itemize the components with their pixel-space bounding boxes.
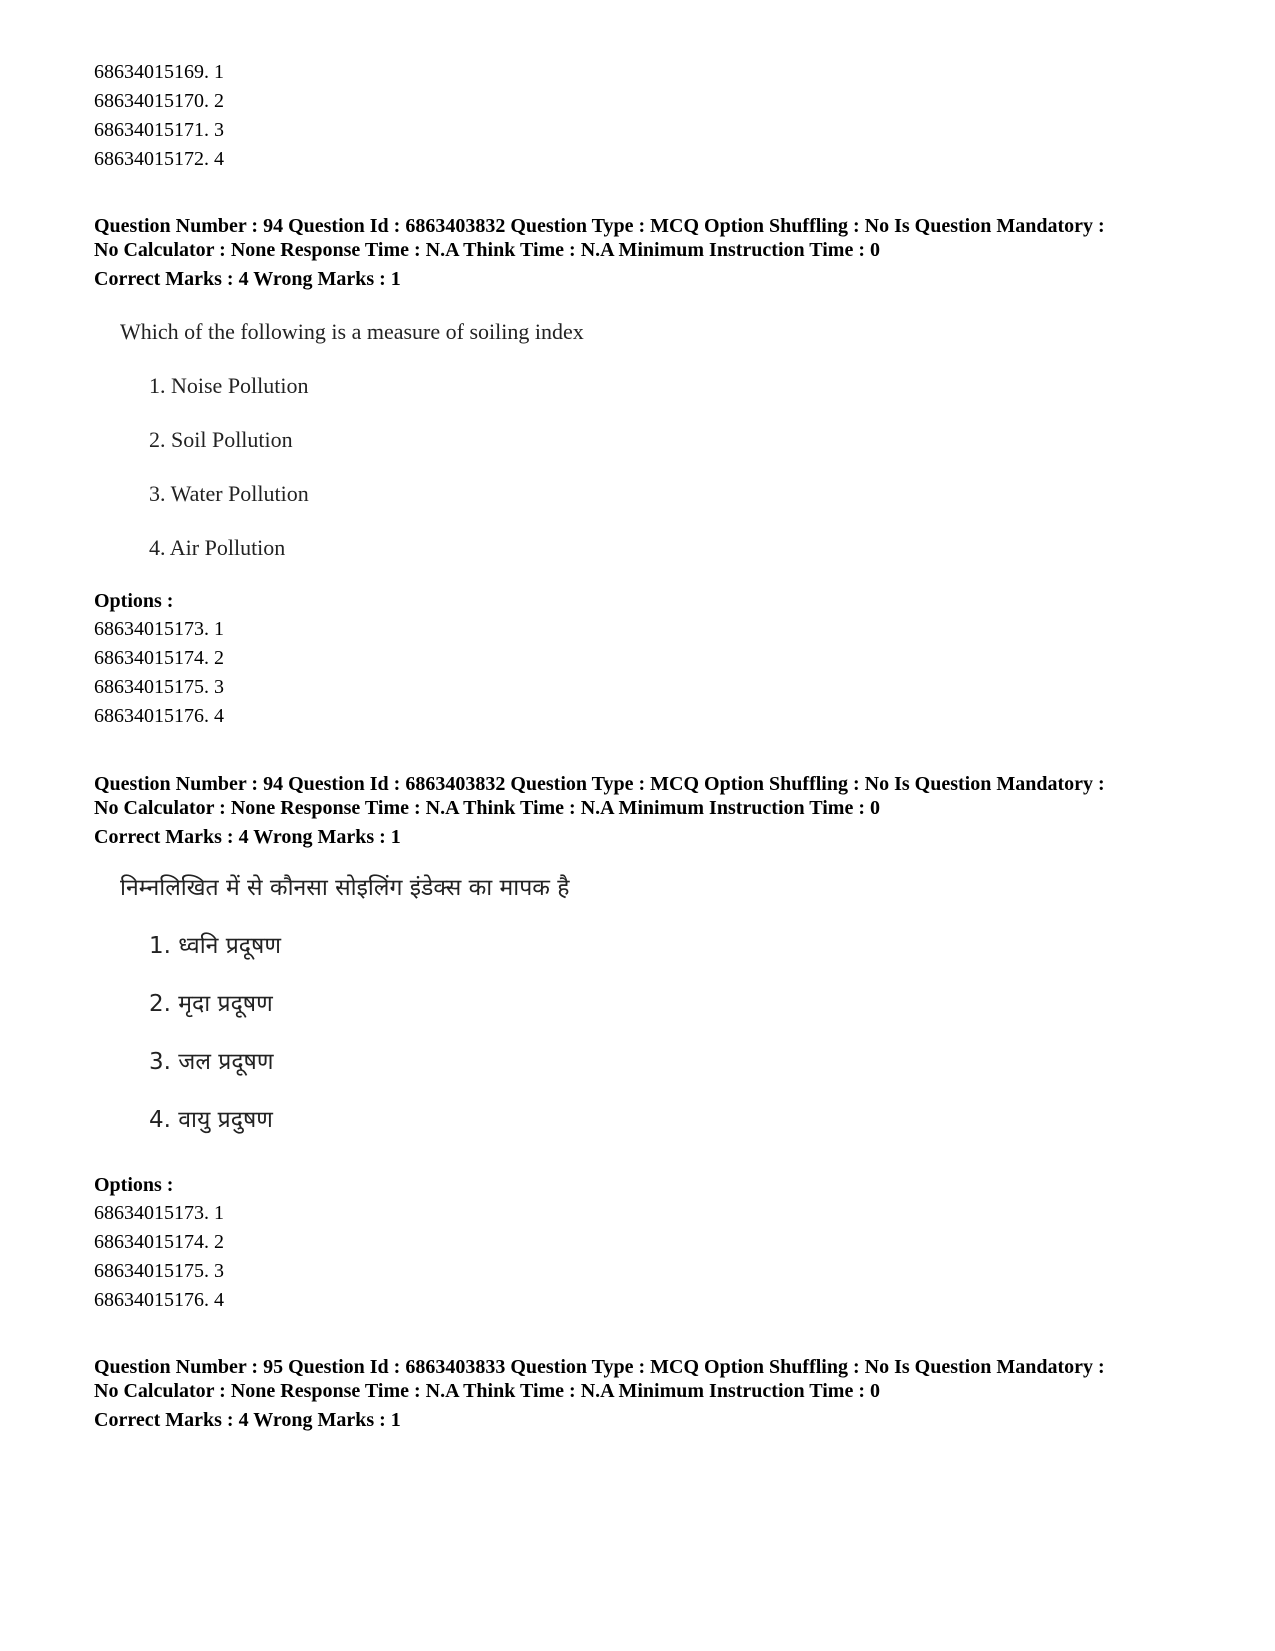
question-header-line1: Question Number : 94 Question Id : 6863403832 Question Type : MCQ Option Shuffling : No Is Question Mandatory : bbox=[94, 215, 1105, 237]
answer-choice: 3. जल प्रदूषण bbox=[149, 1049, 274, 1075]
option-line: 68634015176. 4 bbox=[94, 1289, 224, 1311]
option-line: 68634015176. 4 bbox=[94, 705, 224, 727]
option-line: 68634015170. 2 bbox=[94, 90, 224, 112]
option-line: 68634015175. 3 bbox=[94, 676, 224, 698]
options-label: Options : bbox=[94, 590, 174, 612]
question-stem: निम्नलिखित में से कौनसा सोइलिंग इंडेक्स का मापक है bbox=[120, 875, 570, 901]
question-stem: Which of the following is a measure of soiling index bbox=[120, 319, 584, 344]
answer-choice: 2. Soil Pollution bbox=[149, 427, 293, 452]
question-header-line2: No Calculator : None Response Time : N.A Think Time : N.A Minimum Instruction Time : 0 bbox=[94, 239, 880, 261]
answer-choice: 1. Noise Pollution bbox=[149, 373, 309, 398]
question-header-line2: No Calculator : None Response Time : N.A Think Time : N.A Minimum Instruction Time : 0 bbox=[94, 797, 880, 819]
marks-line: Correct Marks : 4 Wrong Marks : 1 bbox=[94, 826, 401, 848]
answer-choice: 2. मृदा प्रदूषण bbox=[149, 991, 273, 1017]
marks-line: Correct Marks : 4 Wrong Marks : 1 bbox=[94, 268, 401, 290]
answer-choice: 4. वायु प्रदुषण bbox=[149, 1107, 273, 1133]
option-line: 68634015172. 4 bbox=[94, 148, 224, 170]
question-header-line2: No Calculator : None Response Time : N.A Think Time : N.A Minimum Instruction Time : 0 bbox=[94, 1380, 880, 1402]
option-line: 68634015173. 1 bbox=[94, 1202, 224, 1224]
option-line: 68634015171. 3 bbox=[94, 119, 224, 141]
answer-choice: 4. Air Pollution bbox=[149, 535, 286, 560]
question-header-line1: Question Number : 95 Question Id : 6863403833 Question Type : MCQ Option Shuffling : No Is Question Mandatory : bbox=[94, 1356, 1105, 1378]
option-line: 68634015169. 1 bbox=[94, 61, 224, 83]
question-header-line1: Question Number : 94 Question Id : 6863403832 Question Type : MCQ Option Shuffling : No Is Question Mandatory : bbox=[94, 773, 1105, 795]
answer-choice: 1. ध्वनि प्रदूषण bbox=[149, 933, 281, 959]
marks-line: Correct Marks : 4 Wrong Marks : 1 bbox=[94, 1409, 401, 1431]
option-line: 68634015174. 2 bbox=[94, 647, 224, 669]
options-label: Options : bbox=[94, 1174, 174, 1196]
option-line: 68634015174. 2 bbox=[94, 1231, 224, 1253]
answer-choice: 3. Water Pollution bbox=[149, 481, 309, 506]
option-line: 68634015173. 1 bbox=[94, 618, 224, 640]
option-line: 68634015175. 3 bbox=[94, 1260, 224, 1282]
